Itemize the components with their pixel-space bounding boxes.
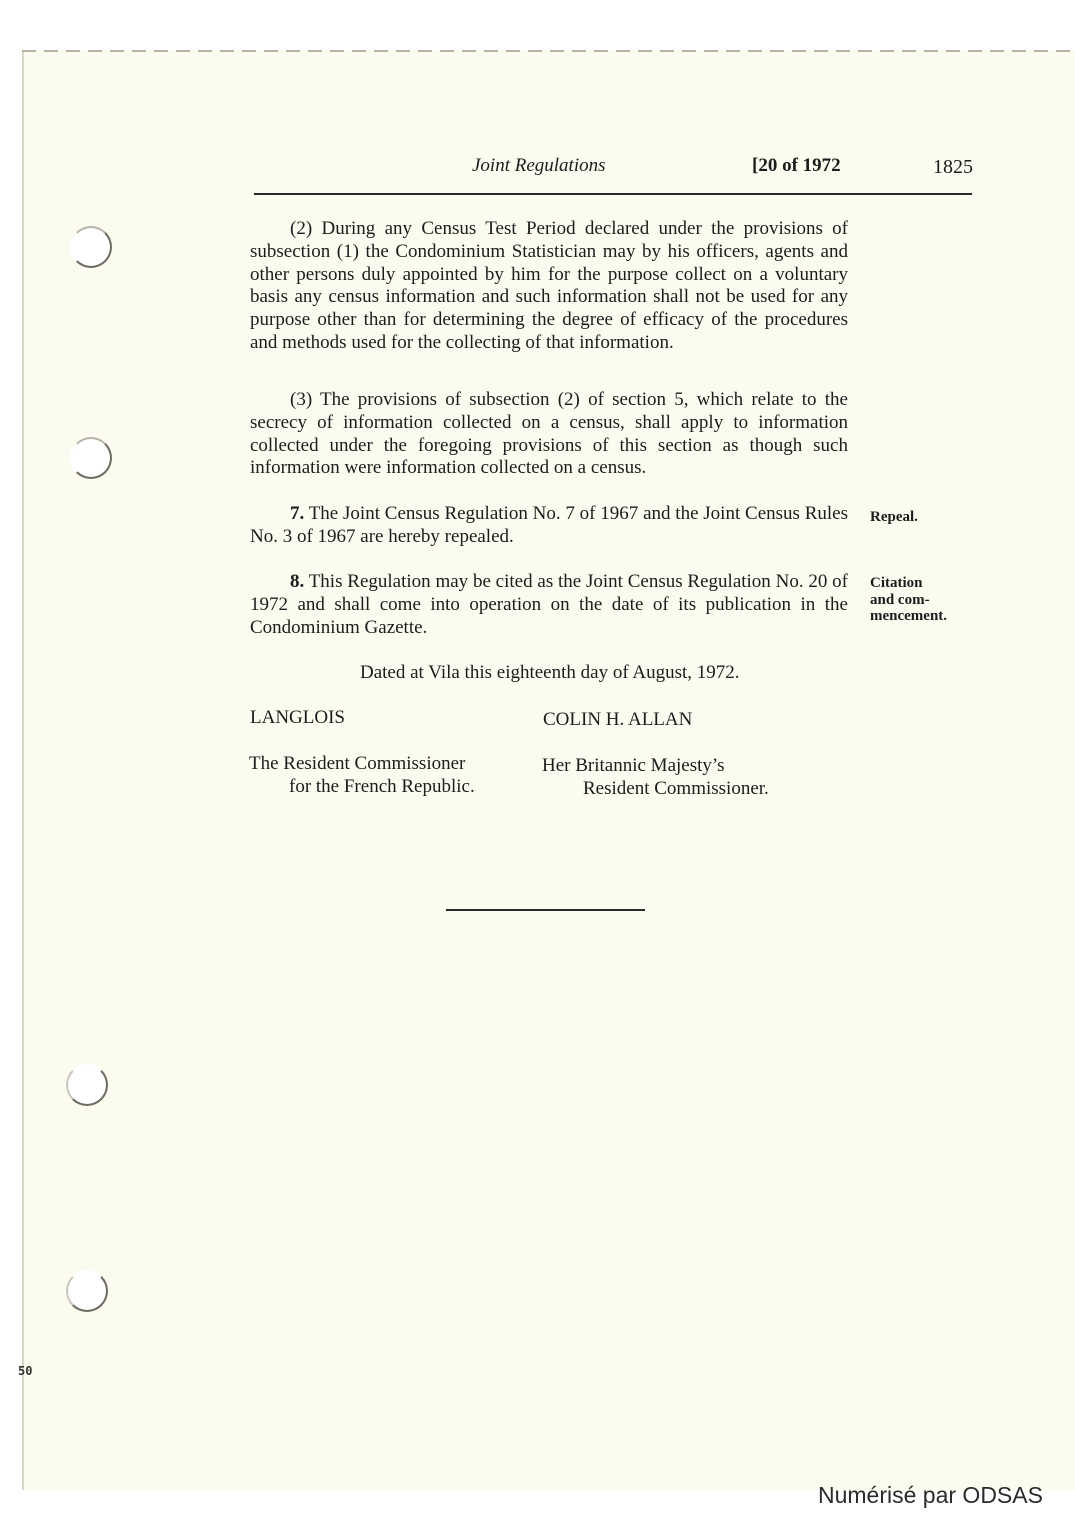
page-number: 1825 xyxy=(933,156,973,178)
signatory-left-title-1: The Resident Commissioner xyxy=(249,753,466,774)
punch-hole-1 xyxy=(70,226,112,268)
signatory-right-title-1: Her Britannic Majesty’s xyxy=(542,755,725,776)
running-header-regulation-number: [20 of 1972 xyxy=(752,155,841,176)
margin-note-citation-line-1: Citation xyxy=(870,575,923,591)
margin-note-repeal: Repeal. xyxy=(870,509,918,525)
punch-hole-3 xyxy=(66,1064,108,1106)
signatory-right-title-2: Resident Commissioner. xyxy=(583,778,769,799)
header-rule xyxy=(254,193,972,195)
margin-note-citation-line-3: mencement. xyxy=(870,608,948,624)
running-header-title: Joint Regulations xyxy=(472,155,606,176)
signatory-left-title-2: for the French Republic. xyxy=(289,776,475,797)
signatory-left-name: LANGLOIS xyxy=(250,707,345,728)
section-7-text: The Joint Census Regulation No. 7 of 1967 and the Joint Census Rules No. 3 of 1967 are hereby repealed. xyxy=(250,503,848,547)
section-7-paragraph xyxy=(250,503,848,549)
subsection-2-text: (2) During any Census Test Period declared under the provisions of subsection (1) the Condominium Statistician may by his officers, agents and other persons duly appointed by him for the purpose collect on a voluntary basis any census information and such information shall not be used for any purpose other than for determining the degree of efficacy of the procedures and methods used for the collecting of that information. xyxy=(250,218,848,353)
digitization-stamp: Numérisé par ODSAS xyxy=(818,1482,1043,1508)
subsection-3-text: (3) The provisions of subsection (2) of section 5, which relate to the secrecy of information collected on a census, shall apply to information collected under the foregoing provisions of this section as though such information were information collected on a census. xyxy=(250,389,848,479)
margin-note-citation xyxy=(870,575,980,625)
dated-line: Dated at Vila this eighteenth day of August, 1972. xyxy=(360,662,740,683)
section-8-text: This Regulation may be cited as the Joint Census Regulation No. 20 of 1972 and shall come into operation on the date of its publication in the Condominium Gazette. xyxy=(250,571,848,638)
paper-top-edge xyxy=(22,50,1075,52)
subsection-3-paragraph xyxy=(250,389,848,480)
section-8-paragraph xyxy=(250,571,848,639)
margin-note-citation-line-2: and com- xyxy=(870,591,930,608)
subsection-2-paragraph xyxy=(250,218,848,355)
punch-hole-2 xyxy=(70,437,112,479)
punch-hole-4 xyxy=(66,1270,108,1312)
signatory-right-name: COLIN H. ALLAN xyxy=(543,709,693,730)
closing-rule xyxy=(446,909,645,911)
section-8-number: 8. xyxy=(290,571,305,592)
section-7-number: 7. xyxy=(290,503,305,524)
margin-stray-mark: 50 xyxy=(18,1364,33,1378)
